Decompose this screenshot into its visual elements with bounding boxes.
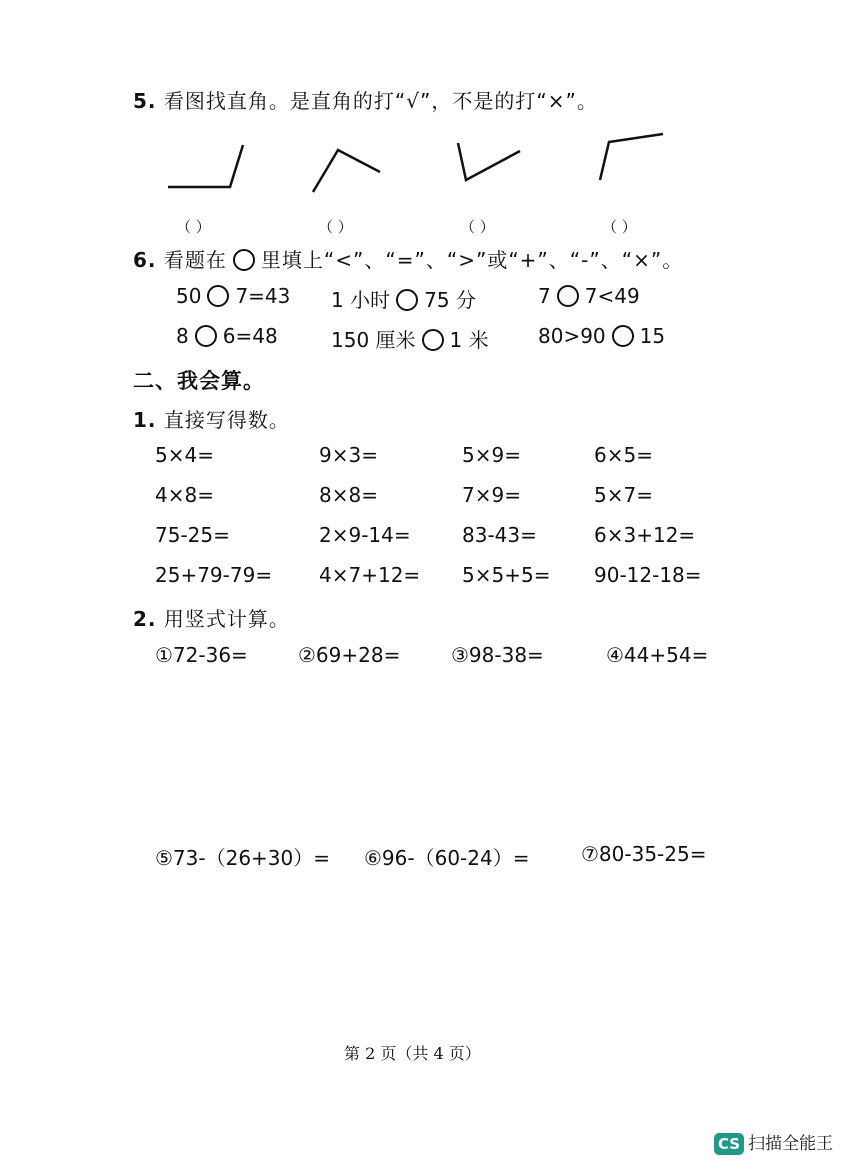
angle-figure-1 (168, 145, 243, 187)
watermark-text: 扫描全能王 (748, 1134, 834, 1154)
answer-blank-3[interactable]: （ ） (460, 218, 495, 236)
calc-problem: 4×8= (155, 483, 214, 507)
compare-right: 7=43 (235, 284, 291, 308)
question-6-text-after: 里填上“<”、“=”、“>”或“+”、“-”、“×”。 (260, 248, 684, 272)
vertical-calc-problem: ⑤73-（26+30）= (155, 846, 331, 870)
calc-problem: 5×4= (155, 443, 214, 467)
compare-left: 50 (176, 284, 202, 308)
compare-right: 75 分 (424, 288, 476, 312)
question-6-title (133, 244, 683, 273)
calc-problem: 7×9= (462, 483, 521, 507)
calc-problem: 25+79-79= (155, 563, 273, 587)
answer-circle[interactable] (195, 325, 217, 347)
calc-problem: 5×9= (462, 443, 521, 467)
compare-left: 1 小时 (331, 288, 391, 312)
question-6-number: 6. (133, 248, 157, 272)
answer-circle[interactable] (557, 285, 579, 307)
section-2-question-1-title (133, 404, 290, 433)
compare-item (538, 284, 640, 309)
answer-circle[interactable] (422, 329, 444, 351)
page-number-footer: 第 2 页（共 4 页） (344, 1044, 481, 1063)
answer-blank-1[interactable]: （ ） (176, 218, 211, 236)
calc-problem: 5×5+5= (462, 563, 551, 587)
angle-figure-4 (600, 134, 663, 180)
section-2-question-2-number: 2. (133, 607, 157, 631)
vertical-calc-problem: ④44+54= (606, 643, 709, 667)
angle-figure-2 (313, 150, 380, 192)
compare-right: 15 (639, 324, 666, 348)
compare-left: 7 (538, 284, 551, 308)
angle-figure-3 (458, 143, 520, 180)
answer-blank-2[interactable]: （ ） (318, 218, 353, 236)
calc-problem: 5×7= (594, 483, 653, 507)
vertical-calc-problem: ①72-36= (155, 643, 248, 667)
answer-circle[interactable] (207, 285, 229, 307)
calc-problem: 90-12-18= (594, 563, 702, 587)
answer-circle[interactable] (396, 289, 418, 311)
compare-left: 8 (176, 324, 189, 348)
answer-circle[interactable] (612, 325, 634, 347)
calc-problem: 75-25= (155, 523, 230, 547)
question-6-text-before: 看题在 (163, 248, 227, 272)
question-5-text: 看图找直角。是直角的打“√”，不是的打“×”。 (163, 89, 598, 113)
calc-problem: 4×7+12= (319, 563, 421, 587)
calc-problem: 9×3= (319, 443, 378, 467)
section-2-question-2-text: 用竖式计算。 (163, 607, 290, 631)
calc-problem: 6×5= (594, 443, 653, 467)
angle-figures (0, 0, 860, 220)
section-2-question-1-text: 直接写得数。 (163, 408, 290, 432)
vertical-calc-problem: ②69+28= (298, 643, 401, 667)
compare-item (538, 324, 665, 349)
calc-problem: 83-43= (462, 523, 537, 547)
calc-problem: 2×9-14= (319, 523, 411, 547)
compare-item (176, 284, 290, 309)
section-2-title: 二、我会算。 (133, 369, 265, 393)
compare-item (331, 284, 476, 313)
compare-right: 7<49 (584, 284, 640, 308)
compare-item (331, 324, 489, 353)
answer-blank-4[interactable]: （ ） (602, 218, 637, 236)
section-2-question-1-number: 1. (133, 408, 157, 432)
camscanner-logo-icon: CS (714, 1133, 744, 1155)
compare-item (176, 324, 278, 349)
question-5-number: 5. (133, 89, 157, 113)
circle-icon (233, 249, 255, 271)
compare-right: 1 米 (449, 328, 489, 352)
compare-right: 6=48 (222, 324, 278, 348)
section-2-question-2-title (133, 603, 290, 632)
calc-problem: 8×8= (319, 483, 378, 507)
scanner-watermark (714, 1129, 833, 1155)
calc-problem: 6×3+12= (594, 523, 696, 547)
vertical-calc-problem: ⑥96-（60-24）= (364, 846, 530, 870)
compare-left: 80>90 (538, 324, 606, 348)
vertical-calc-problem: ⑦80-35-25= (581, 842, 707, 866)
compare-left: 150 厘米 (331, 328, 416, 352)
vertical-calc-problem: ③98-38= (451, 643, 544, 667)
